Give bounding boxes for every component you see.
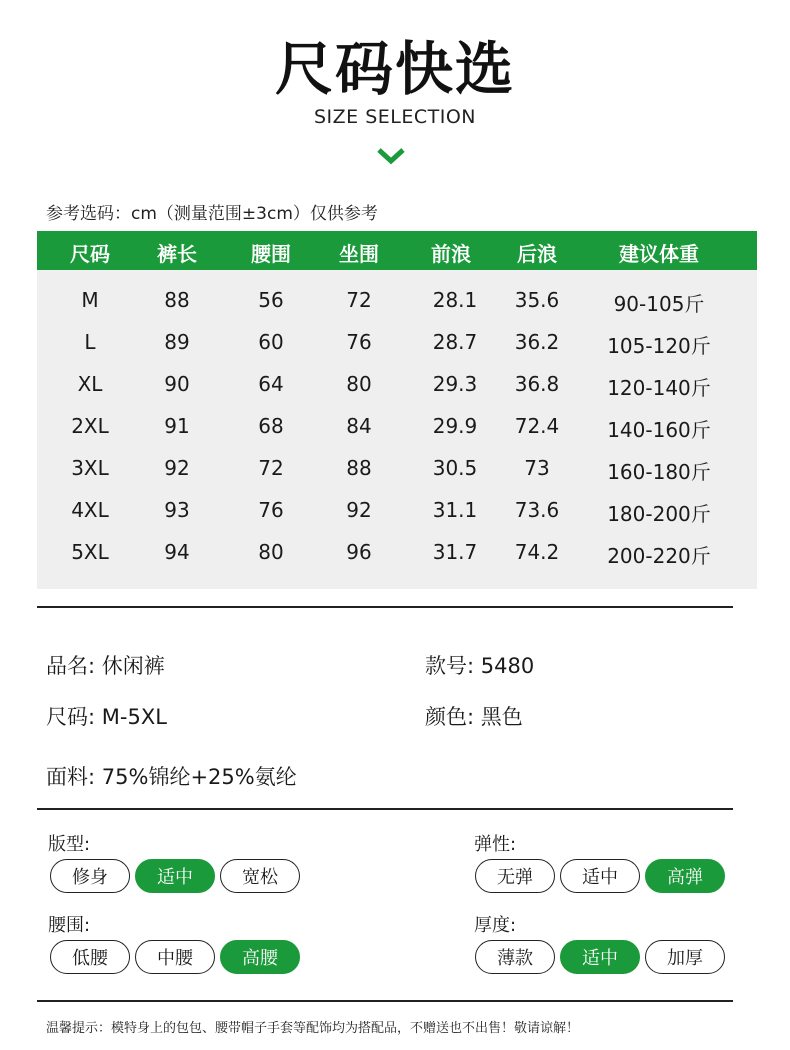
table-cell-front-rise: 28.1 <box>432 288 478 312</box>
table-cell-hip: 92 <box>346 498 372 522</box>
fit-option-pill: 宽松 <box>220 859 300 893</box>
waist-label: 腰围: <box>48 915 91 936</box>
product-color-value: 黑色 <box>480 705 523 729</box>
table-cell-waist: 56 <box>258 288 284 312</box>
table-cell-length: 90 <box>164 372 190 396</box>
stretch-option-pill: 无弹 <box>475 859 555 893</box>
product-fabric-label: 面料: <box>46 765 96 789</box>
fit-option-pill: 适中 <box>135 859 215 893</box>
col-header-length: 裤长 <box>157 242 197 266</box>
product-style-label: 款号: <box>425 654 475 678</box>
table-header <box>37 231 757 270</box>
stretch-option-pill: 高弹 <box>645 859 725 893</box>
table-cell-back-rise: 36.8 <box>514 372 560 396</box>
divider <box>37 606 733 608</box>
table-cell-weight: 90-105斤 <box>613 292 705 316</box>
table-cell-size: M <box>81 288 99 312</box>
table-cell-hip: 84 <box>346 414 372 438</box>
table-cell-waist: 76 <box>258 498 284 522</box>
product-name-label: 品名: <box>46 654 96 678</box>
product-style <box>425 650 534 680</box>
table-cell-waist: 80 <box>258 540 284 564</box>
thickness-label: 厚度: <box>474 915 517 936</box>
col-header-front-rise: 前浪 <box>431 242 471 266</box>
table-cell-front-rise: 31.1 <box>432 498 478 522</box>
table-cell-weight: 160-180斤 <box>607 460 711 484</box>
table-cell-back-rise: 35.6 <box>514 288 560 312</box>
table-cell-weight: 180-200斤 <box>607 502 711 526</box>
stretch-label: 弹性: <box>474 834 517 855</box>
table-cell-front-rise: 28.7 <box>432 330 478 354</box>
product-fabric-value: 75%锦纶+25%氨纶 <box>101 765 297 789</box>
table-cell-weight: 140-160斤 <box>607 418 711 442</box>
table-cell-size: 4XL <box>71 498 109 522</box>
table-cell-front-rise: 30.5 <box>432 456 478 480</box>
product-name-value: 休闲裤 <box>101 654 165 678</box>
table-cell-hip: 76 <box>346 330 372 354</box>
table-cell-weight: 105-120斤 <box>607 334 711 358</box>
table-cell-size: 3XL <box>71 456 109 480</box>
table-cell-back-rise: 36.2 <box>514 330 560 354</box>
product-color <box>425 701 523 731</box>
product-name <box>46 650 165 680</box>
table-cell-length: 91 <box>164 414 190 438</box>
table-cell-back-rise: 73.6 <box>514 498 560 522</box>
table-cell-back-rise: 73 <box>524 456 550 480</box>
table-cell-waist: 60 <box>258 330 284 354</box>
table-cell-size: L <box>84 330 96 354</box>
product-style-value: 5480 <box>480 654 535 678</box>
size-table <box>37 231 757 589</box>
thickness-option-pill: 加厚 <box>645 940 725 974</box>
product-size-value: M-5XL <box>101 705 167 729</box>
fit-label: 版型: <box>48 834 91 855</box>
table-cell-hip: 72 <box>346 288 372 312</box>
table-cell-waist: 64 <box>258 372 284 396</box>
col-header-waist: 腰围 <box>251 242 291 266</box>
reference-note: 参考选码：cm（测量范围±3cm）仅供参考 <box>46 204 378 224</box>
product-size-label: 尺码: <box>46 705 96 729</box>
table-cell-length: 94 <box>164 540 190 564</box>
table-cell-length: 92 <box>164 456 190 480</box>
product-fabric <box>46 761 297 791</box>
col-header-back-rise: 后浪 <box>517 242 557 266</box>
footer-note: 温馨提示：模特身上的包包、腰带帽子手套等配饰均为搭配品，不赠送也不出售！敬请谅解！ <box>46 1021 580 1036</box>
divider <box>37 808 733 810</box>
product-size <box>46 701 167 731</box>
page-title: 尺码快选 <box>274 35 515 103</box>
page-subtitle: SIZE SELECTION <box>313 106 477 128</box>
divider <box>37 1000 733 1002</box>
table-cell-back-rise: 74.2 <box>514 540 560 564</box>
table-cell-front-rise: 31.7 <box>432 540 478 564</box>
table-cell-weight: 200-220斤 <box>607 544 711 568</box>
table-cell-front-rise: 29.9 <box>432 414 478 438</box>
table-cell-waist: 72 <box>258 456 284 480</box>
waist-option-pill: 中腰 <box>135 940 215 974</box>
table-cell-length: 93 <box>164 498 190 522</box>
fit-option-pill: 修身 <box>50 859 130 893</box>
waist-option-pill: 低腰 <box>50 940 130 974</box>
chevron-down-icon <box>376 146 406 166</box>
waist-option-pill: 高腰 <box>220 940 300 974</box>
col-header-hip: 坐围 <box>339 242 379 266</box>
table-cell-waist: 68 <box>258 414 284 438</box>
thickness-option-pill: 薄款 <box>475 940 555 974</box>
table-cell-hip: 80 <box>346 372 372 396</box>
table-cell-size: XL <box>77 372 103 396</box>
table-cell-front-rise: 29.3 <box>432 372 478 396</box>
table-cell-hip: 96 <box>346 540 372 564</box>
table-cell-length: 88 <box>164 288 190 312</box>
table-cell-length: 89 <box>164 330 190 354</box>
table-cell-hip: 88 <box>346 456 372 480</box>
product-color-label: 颜色: <box>425 705 475 729</box>
table-cell-back-rise: 72.4 <box>514 414 560 438</box>
table-cell-size: 5XL <box>71 540 109 564</box>
stretch-option-pill: 适中 <box>560 859 640 893</box>
col-header-size: 尺码 <box>70 242 110 266</box>
col-header-weight: 建议体重 <box>619 242 699 266</box>
table-cell-size: 2XL <box>71 414 109 438</box>
thickness-option-pill: 适中 <box>560 940 640 974</box>
table-cell-weight: 120-140斤 <box>607 376 711 400</box>
